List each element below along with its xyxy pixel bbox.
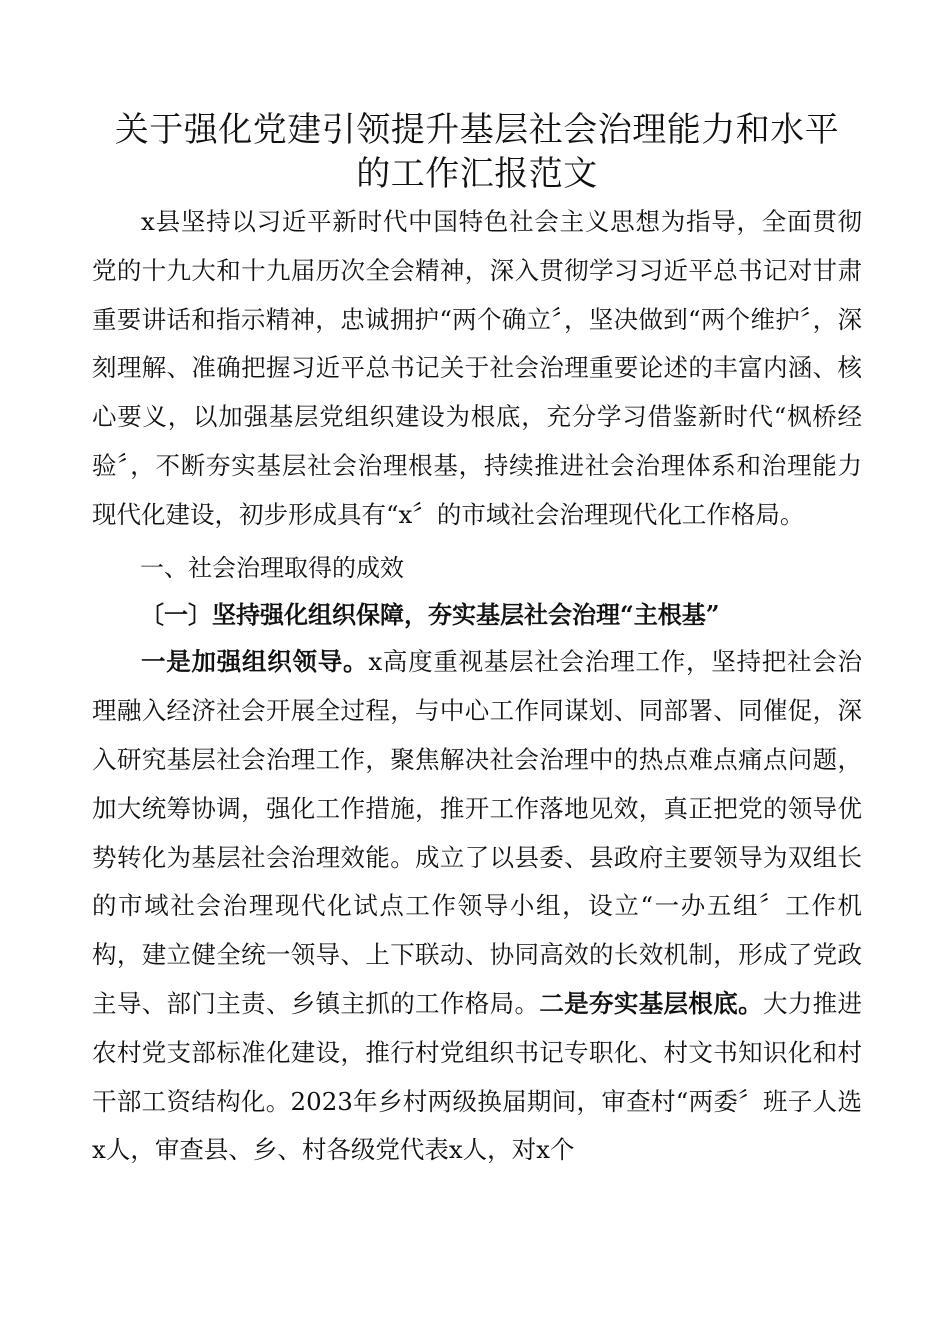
document-title	[92, 0, 862, 196]
subsection-heading: 〔一〕坚持强化组织保障，夯实基层社会治理“主根基”	[140, 600, 720, 630]
title-line-1: 关于强化党建引领提升基层社会治理能力和水平	[114, 110, 840, 150]
title-line-2: 的工作汇报范文	[356, 154, 598, 194]
section-heading: 一、社会治理取得的成效	[140, 553, 404, 582]
lead-phrase-2: 二是夯实基层根底。	[539, 988, 763, 1018]
paragraph-text-1: x高度重视基层社会治理工作，坚持把社会治理融入经济社会开展全过程，与中心工作同谋划、同部署、同催促，深入研究基层社会治理工作，聚焦解决社会治理中的热点难点痛点问题，加大统筹协调，强化工作措施，推开工作落地见效，真正把党的领导优势转化为基层社会治理效能。成立了以县委、县政府主要领导为双组长的市域社会治理现代化试点工作领导小组，设立“一办五组〞工作机构，建立健全统一领导、上下联动、协同高效的长效机制，形成了党政主导、部门主责、乡镇主抓的工作格局。	[92, 647, 862, 1018]
intro-paragraph: x县坚持以习近平新时代中国特色社会主义思想为指导，全面贯彻党的十九大和十九届历次全会精神，深入贯彻学习习近平总书记对甘肃重要讲话和指示精神，忠诚拥护“两个确立〞，坚决做到“两个维护〞，深刻理解、准确把握习近平总书记关于社会治理重要论述的丰富内涵、核心要义，以加强基层党组织建设为根底，充分学习借鉴新时代“枫桥经验〞，不断夯实基层社会治理根基，持续推进社会治理体系和治理能力现代化建设，初步形成具有“x〞的市域社会治理现代化工作格局。	[92, 207, 862, 529]
body-paragraph	[92, 638, 862, 1175]
paragraph-text-2: 大力推进农村党支部标准化建设，推行村党组织书记专职化、村文书知识化和村干部工资结构化。2023年乡村两级换届期间，审查村“两委〞班子人选x人，审查县、乡、村各级党代表x人，对x个	[92, 988, 863, 1165]
lead-phrase-1: 一是加强组织领导。	[141, 647, 369, 677]
